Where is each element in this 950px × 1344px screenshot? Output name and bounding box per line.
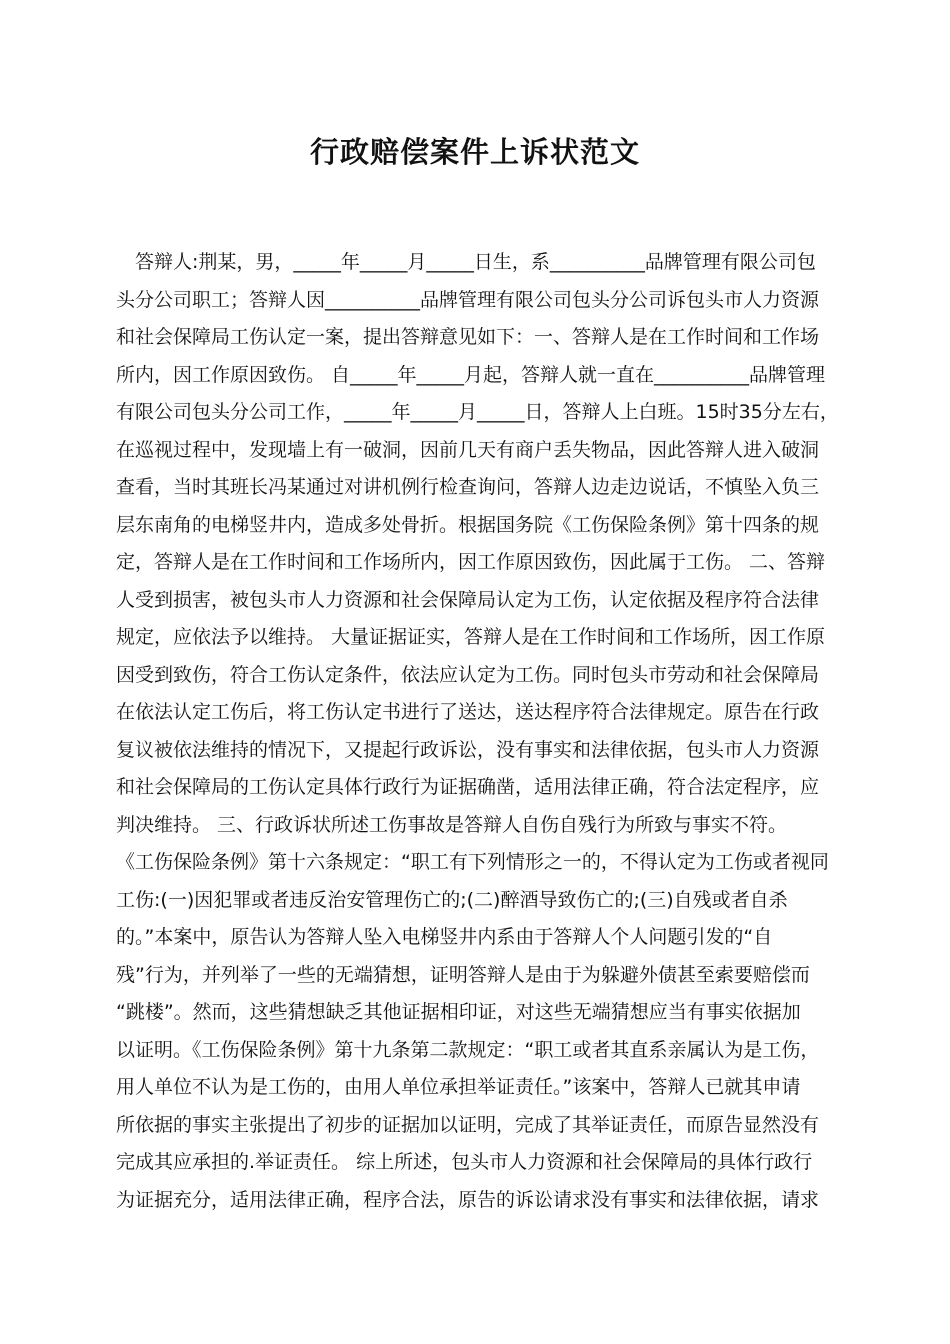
document-title: 行政赔偿案件上诉状范文 xyxy=(309,135,640,169)
body-line: 所内，因工作原因致伤。 自_____年_____月起，答辩人就一直在__________品牌管理 xyxy=(116,363,826,386)
body-line: 工伤:(一)因犯罪或者违反治安管理伤亡的;(二)醉酒导致伤亡的;(三)自残或者自杀 xyxy=(116,888,788,911)
body-line: 有限公司包头分公司工作，_____年_____月_____日，答辩人上白班。15时35分左右， xyxy=(116,401,839,423)
body-line: 为证据充分，适用法律正确，程序合法，原告的诉讼请求没有事实和法律依据，请求 xyxy=(116,1188,820,1211)
body-line: 定，答辩人是在工作时间和工作场所内，因工作原因致伤，因此属于工伤。 二、答辩 xyxy=(116,551,826,573)
body-line: 复议被依法维持的情况下，又提起行政诉讼，没有事实和法律依据，包头市人力资源 xyxy=(116,738,820,761)
body-line: 头分公司职工；答辩人因__________品牌管理有限公司包头分公司诉包头市人力资源 xyxy=(116,288,820,311)
body-line: 因受到致伤，符合工伤认定条件，依法应认定为工伤。同时包头市劳动和社会保障局 xyxy=(116,663,820,686)
document-body xyxy=(116,244,846,1219)
body-line: 规定，应依法予以维持。 大量证据证实，答辩人是在工作时间和工作场所，因工作原 xyxy=(116,626,826,648)
body-line: 和社会保障局工伤认定一案，提出答辩意见如下：一、答辩人是在工作时间和工作场 xyxy=(116,326,820,348)
body-line: 残”行为，并列举了一些的无端猜想，证明答辩人是由于为躲避外债甚至索要赔偿而 xyxy=(116,963,810,986)
body-line: 所依据的事实主张提出了初步的证据加以证明，完成了其举证责任，而原告显然没有 xyxy=(116,1113,820,1136)
body-line: 《工伤保险条例》第十六条规定：“职工有下列情形之一的，不得认定为工伤或者视同 xyxy=(116,851,829,873)
body-line: 和社会保障局的工伤认定具体行政行为证据确凿，适用法律正确，符合法定程序，应 xyxy=(116,776,820,798)
body-line: 的。”本案中，原告认为答辩人坠入电梯竖井内系由于答辩人个人问题引发的“自 xyxy=(116,926,773,948)
body-line: 在巡视过程中，发现墙上有一破洞，因前几天有商户丢失物品，因此答辩人进入破洞 xyxy=(116,438,820,461)
body-line: 完成其应承担的.举证责任。 综上所述，包头市人力资源和社会保障局的具体行政行 xyxy=(116,1151,813,1173)
body-line: 答辩人:荆某，男，_____年_____月_____日生，系__________品牌管理有限公司包 xyxy=(116,251,816,273)
body-line: 在依法认定工伤后，将工伤认定书进行了送达，送达程序符合法律规定。原告在行政 xyxy=(116,701,820,723)
body-line: “跳楼”。然而，这些猜想缺乏其他证据相印证，对这些无端猜想应当有事实依据加 xyxy=(116,1001,801,1023)
body-line: 层东南角的电梯竖井内，造成多处骨折。根据国务院《工伤保险条例》第十四条的规 xyxy=(116,513,820,536)
body-line: 用人单位不认为是工伤的，由用人单位承担举证责任。”该案中，答辩人已就其申请 xyxy=(116,1076,801,1098)
body-line: 判决维持。 三、行政诉状所述工伤事故是答辩人自伤自残行为所致与事实不符。 xyxy=(116,813,788,836)
body-line: 查看，当时其班长冯某通过对讲机例行检查询问，答辩人边走边说话，不慎坠入负三 xyxy=(116,476,820,498)
body-line: 人受到损害，被包头市人力资源和社会保障局认定为工伤，认定依据及程序符合法律 xyxy=(116,588,820,611)
body-line: 以证明。《工伤保险条例》第十九条第二款规定：“职工或者其直系亲属认为是工伤， xyxy=(116,1038,820,1061)
